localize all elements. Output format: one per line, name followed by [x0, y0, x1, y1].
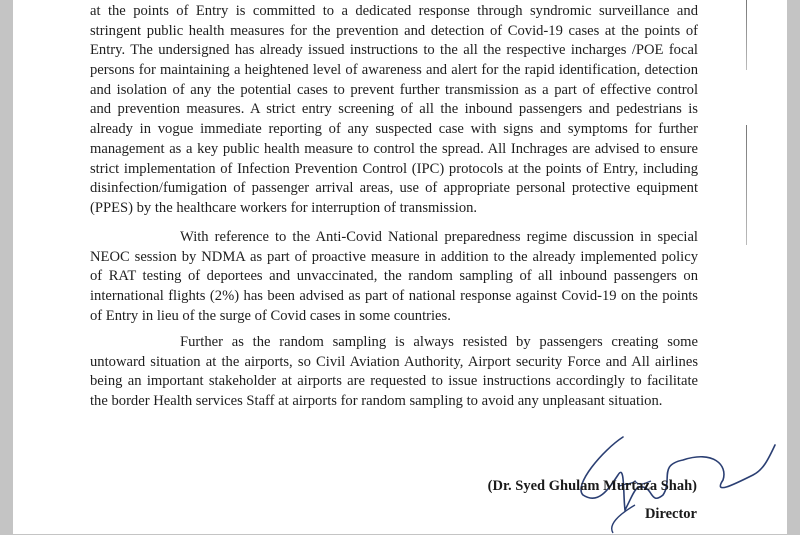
signatory-name: (Dr. Syed Ghulam Murtaza Shah): [487, 478, 697, 494]
text-line: of RAT testing of deportees and unvaccinated, the random sampling of all inbound passengers on: [90, 268, 698, 285]
text-line: and prevention measures. A strict entry screening of all the inbound passengers and pedestrians is: [90, 101, 698, 118]
paragraph-2: [90, 228, 698, 326]
text-line: disinfection/fumigation of passenger arrival areas, use of appropriate personal protective equipment: [90, 180, 698, 197]
text-line: international flights (2%) has been advised as part of national response against Covid-19 on the points: [90, 288, 698, 305]
text-line: NEOC session by NDMA as part of proactive measure in addition to the already implemented policy: [90, 248, 698, 265]
text-line: the border Health services Staff at airports for random sampling to avoid any unpleasant situation.: [90, 393, 663, 410]
text-line: already in vogue immediate reporting of any suspected case with signs and symptoms for further: [90, 121, 698, 138]
page-fold-line: [746, 125, 747, 245]
text-line: untoward situation at the airports, so Civil Aviation Authority, Airport security Force and All airlines: [90, 353, 698, 370]
text-line: With reference to the Anti-Covid National preparedness regime discussion in special: [180, 229, 698, 245]
text-line: of Entry in lieu of the surge of Covid cases in some countries.: [90, 307, 451, 324]
text-line: stringent public health measures for the prevention and detection of Covid-19 cases at the points of: [90, 22, 698, 39]
paragraph-1: [90, 2, 698, 219]
text-line: and isolation of any the potential cases to prevent further transmission as a part of effective control: [90, 81, 698, 98]
text-line: Entry. The undersigned has already issued instructions to the all the respective incharges /POE focal: [90, 42, 698, 59]
text-line: strict implementation of Infection Prevention Control (IPC) protocols at the points of Entry, including: [90, 160, 698, 177]
text-line: management as a key public health measure to control the spread. All Inchrages are advised to ensure: [90, 140, 698, 157]
text-line: being an important stakeholder at airports are requested to issue instructions accordingly to facilitate: [90, 373, 698, 390]
document-page: [13, 0, 787, 534]
text-line: Further as the random sampling is always resisted by passengers creating some: [180, 334, 698, 350]
text-line: (PPES) by the healthcare workers for interruption of transmission.: [90, 199, 478, 216]
text-line: at the points of Entry is committed to a dedicated response through syndromic surveillance and: [90, 3, 698, 19]
page-fold-line: [746, 0, 747, 70]
text-line: persons for maintaining a heightened level of awareness and alert for the rapid identification, detection: [90, 62, 698, 79]
paragraph-3: [90, 333, 698, 412]
signatory-title: Director: [644, 506, 697, 522]
